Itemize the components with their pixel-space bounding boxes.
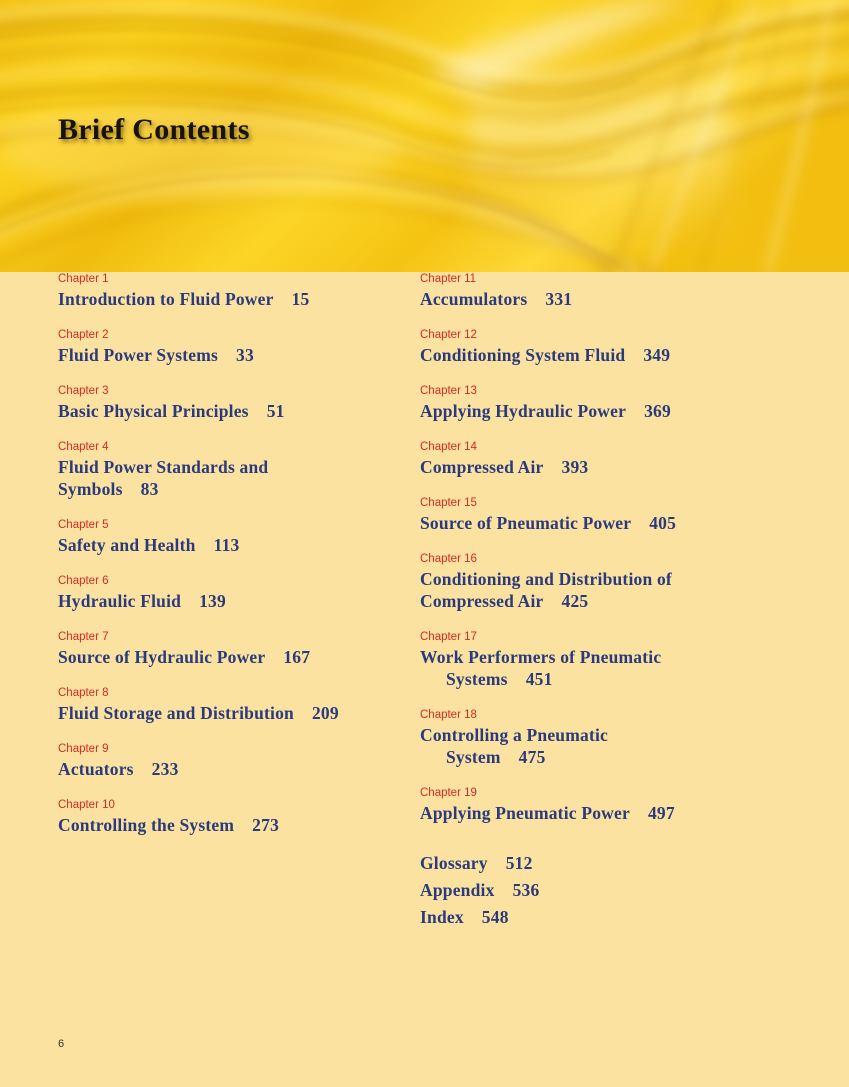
chapter-title[interactable] xyxy=(58,758,408,780)
chapter-page-number: 393 xyxy=(561,457,589,477)
chapter-title[interactable] xyxy=(420,512,820,534)
chapter-page-number: 451 xyxy=(525,669,553,689)
chapter-label: Chapter 3 xyxy=(58,385,109,397)
chapter-title-line1: Compressed Air xyxy=(420,457,544,477)
contents-body xyxy=(0,272,849,1087)
chapter-title-line2: System 475 xyxy=(446,747,546,767)
toc-entry[interactable] xyxy=(58,440,408,500)
back-matter-page-number: 512 xyxy=(505,853,533,873)
page-title: Brief Contents xyxy=(58,113,250,146)
contents-column-left xyxy=(58,272,408,854)
chapter-page-number: 425 xyxy=(561,591,589,611)
chapter-title[interactable] xyxy=(420,400,820,422)
back-matter-entry[interactable] xyxy=(420,904,820,931)
back-matter-page-number: 536 xyxy=(512,880,540,900)
toc-entry[interactable] xyxy=(420,272,820,310)
chapter-page-number: 15 xyxy=(291,289,310,309)
toc-entry[interactable] xyxy=(420,786,820,824)
chapter-title[interactable] xyxy=(58,814,408,836)
chapter-page-number: 33 xyxy=(236,345,254,365)
header-banner xyxy=(0,0,849,272)
toc-entry[interactable] xyxy=(58,272,408,310)
back-matter-list xyxy=(420,850,820,931)
back-matter-entry[interactable] xyxy=(420,850,820,877)
chapter-page-number: 233 xyxy=(151,759,179,779)
chapter-title-line2: Symbols 83 xyxy=(58,479,159,499)
chapter-title-line1: Introduction to Fluid Power xyxy=(58,289,274,309)
chapter-title-line1: Conditioning and Distribution of xyxy=(420,569,672,589)
chapter-page-number: 83 xyxy=(140,479,159,499)
chapter-page-number: 331 xyxy=(545,289,573,309)
chapter-title-line1: Basic Physical Principles xyxy=(58,401,249,421)
page-number: 6 xyxy=(58,1038,65,1050)
chapter-label: Chapter 16 xyxy=(420,553,477,565)
chapter-title-line1: Applying Pneumatic Power xyxy=(420,803,630,823)
toc-entry[interactable] xyxy=(58,518,408,556)
chapter-title-line1: Safety and Health xyxy=(58,535,196,555)
chapter-title-line1: Hydraulic Fluid xyxy=(58,591,182,611)
back-matter-title: Appendix xyxy=(420,880,495,900)
toc-entry[interactable] xyxy=(58,798,408,836)
chapter-page-number: 113 xyxy=(213,535,240,555)
chapter-label: Chapter 14 xyxy=(420,441,477,453)
chapter-title[interactable] xyxy=(420,456,820,478)
chapter-title-line1: Source of Pneumatic Power xyxy=(420,513,632,533)
chapter-title-line1: Work Performers of Pneumatic xyxy=(420,647,662,667)
chapter-title[interactable] xyxy=(420,288,820,310)
chapter-title-line1: Accumulators xyxy=(420,289,528,309)
toc-entry[interactable] xyxy=(420,708,820,768)
back-matter-title: Glossary xyxy=(420,853,488,873)
toc-entry[interactable] xyxy=(420,496,820,534)
chapter-title[interactable] xyxy=(58,344,408,366)
chapter-label: Chapter 17 xyxy=(420,631,477,643)
chapter-label: Chapter 6 xyxy=(58,575,109,587)
chapter-title[interactable] xyxy=(420,802,820,824)
chapter-label: Chapter 1 xyxy=(58,273,109,285)
chapter-title-line1: Fluid Power Standards and xyxy=(58,457,269,477)
chapter-title[interactable] xyxy=(58,590,408,612)
chapter-label: Chapter 12 xyxy=(420,329,477,341)
chapter-page-number: 369 xyxy=(644,401,671,421)
chapter-page-number: 273 xyxy=(252,815,280,835)
chapter-title-line1: Controlling the System xyxy=(58,815,235,835)
chapter-page-number: 209 xyxy=(311,703,339,723)
chapter-page-number: 139 xyxy=(199,591,226,611)
chapter-label: Chapter 11 xyxy=(420,273,477,285)
toc-entry[interactable] xyxy=(58,742,408,780)
chapter-title[interactable] xyxy=(58,646,408,668)
chapter-title-line1: Actuators xyxy=(58,759,134,779)
chapter-label: Chapter 9 xyxy=(58,743,109,755)
chapter-label: Chapter 13 xyxy=(420,385,477,397)
chapter-label: Chapter 4 xyxy=(58,441,109,453)
chapter-label: Chapter 10 xyxy=(58,799,115,811)
chapter-title[interactable] xyxy=(58,400,408,422)
toc-entry[interactable] xyxy=(58,328,408,366)
toc-entry[interactable] xyxy=(58,574,408,612)
contents-column-right xyxy=(420,272,820,931)
toc-entry[interactable] xyxy=(420,440,820,478)
chapter-title[interactable] xyxy=(420,646,820,690)
chapter-title-line1: Fluid Storage and Distribution xyxy=(58,703,294,723)
chapter-title-line1: Applying Hydraulic Power xyxy=(420,401,627,421)
chapter-title[interactable] xyxy=(58,456,408,500)
chapter-page-number: 167 xyxy=(283,647,311,667)
chapter-page-number: 497 xyxy=(647,803,675,823)
toc-entry[interactable] xyxy=(420,328,820,366)
back-matter-title: Index xyxy=(420,907,464,927)
toc-entry[interactable] xyxy=(420,384,820,422)
chapter-title[interactable] xyxy=(420,344,820,366)
back-matter-page-number: 548 xyxy=(481,907,509,927)
chapter-title-line2: Compressed Air 425 xyxy=(420,591,589,611)
chapter-page-number: 51 xyxy=(266,401,285,421)
chapter-title-line2: Systems 451 xyxy=(446,669,553,689)
toc-entry[interactable] xyxy=(58,384,408,422)
chapter-label: Chapter 7 xyxy=(58,631,109,643)
chapter-title[interactable] xyxy=(58,702,408,724)
chapter-label: Chapter 5 xyxy=(58,519,109,531)
chapter-page-number: 349 xyxy=(643,345,671,365)
toc-entry[interactable] xyxy=(58,686,408,724)
back-matter-entry[interactable] xyxy=(420,877,820,904)
chapter-title-line1: Controlling a Pneumatic xyxy=(420,725,609,745)
toc-entry[interactable] xyxy=(420,630,820,690)
chapter-title[interactable] xyxy=(58,534,408,556)
chapter-label: Chapter 8 xyxy=(58,687,109,699)
chapter-title[interactable] xyxy=(420,724,820,768)
chapter-title-line1: Source of Hydraulic Power xyxy=(58,647,266,667)
chapter-label: Chapter 2 xyxy=(58,329,109,341)
chapter-title[interactable] xyxy=(58,288,408,310)
chapter-label: Chapter 19 xyxy=(420,787,477,799)
chapter-title-line1: Conditioning System Fluid xyxy=(420,345,626,365)
chapter-page-number: 475 xyxy=(518,747,546,767)
toc-entry[interactable] xyxy=(420,552,820,612)
chapter-label: Chapter 15 xyxy=(420,497,477,509)
chapter-title-line1: Fluid Power Systems xyxy=(58,345,219,365)
toc-entry[interactable] xyxy=(58,630,408,668)
chapter-page-number: 405 xyxy=(649,513,677,533)
chapter-label: Chapter 18 xyxy=(420,709,477,721)
chapter-title[interactable] xyxy=(420,568,820,612)
